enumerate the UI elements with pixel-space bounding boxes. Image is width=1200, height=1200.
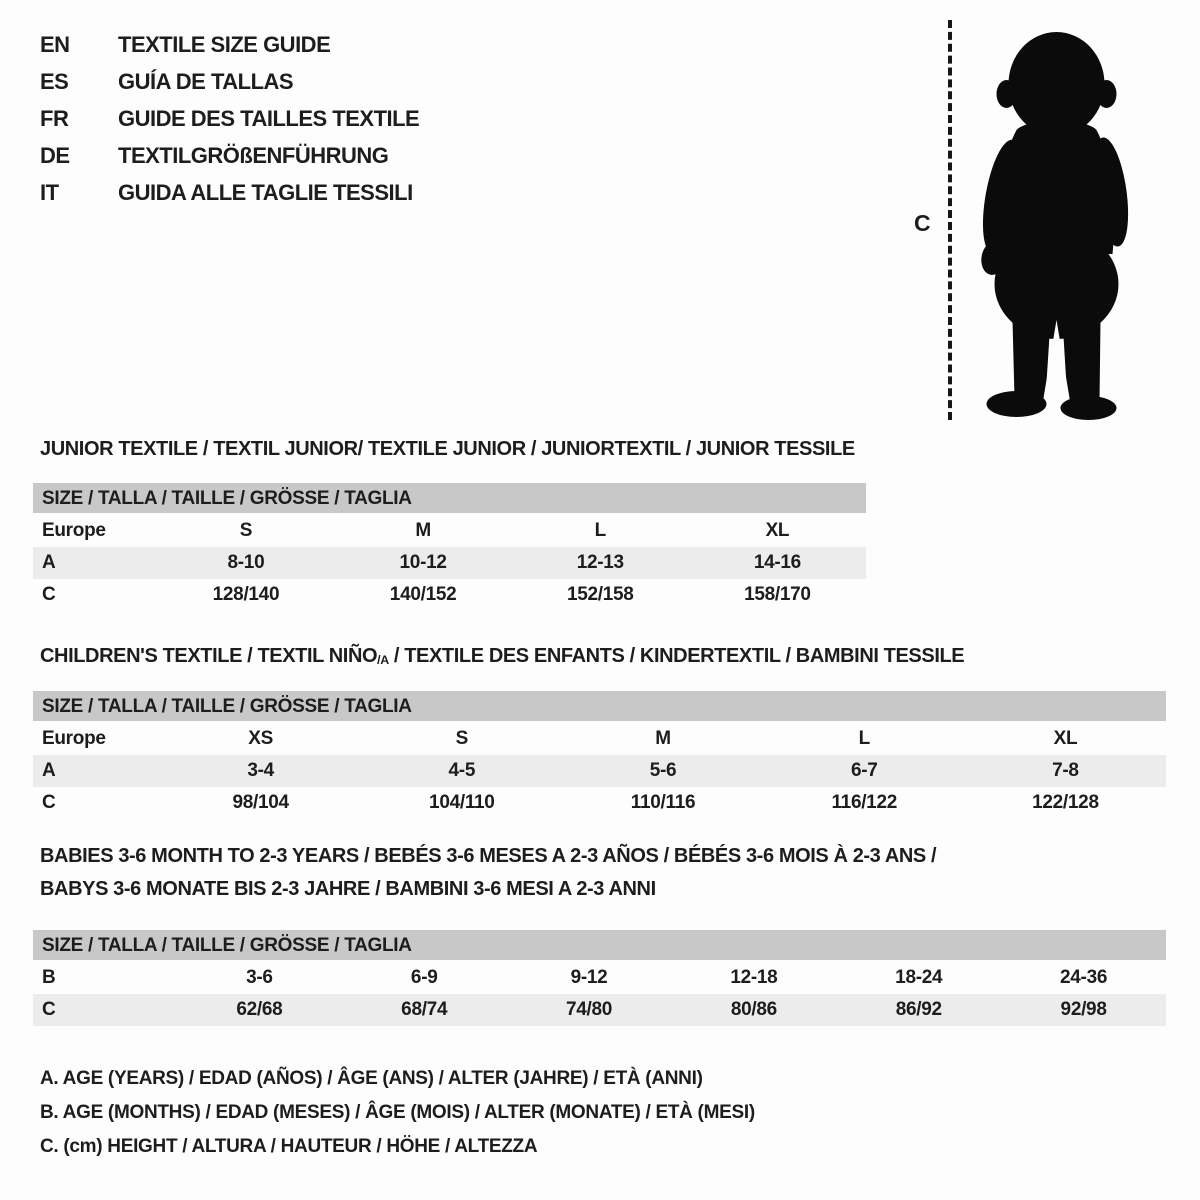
language-row: [40, 137, 419, 174]
language-code: ES: [40, 69, 69, 94]
height-value: 104/110: [429, 792, 495, 813]
size-value: S: [239, 520, 253, 541]
language-row: [40, 63, 419, 100]
children-title-sub: /A: [377, 653, 389, 668]
size-value: XL: [765, 520, 790, 541]
months-value: 6-9: [410, 967, 438, 988]
language-code: IT: [40, 180, 59, 205]
table-row: [33, 787, 1166, 819]
children-size-table: [33, 691, 1166, 819]
height-value: 128/140: [212, 584, 280, 605]
height-value: 140/152: [389, 584, 457, 605]
months-value: 24-36: [1060, 967, 1108, 988]
table-row: [33, 755, 1166, 787]
size-value: L: [594, 520, 606, 541]
row-label: C: [42, 999, 56, 1020]
junior-section-title: JUNIOR TEXTILE / TEXTIL JUNIOR/ TEXTILE JUNIOR / JUNIORTEXTIL / JUNIOR TESSILE: [40, 438, 855, 460]
months-value: 3-6: [246, 967, 273, 988]
height-value: 110/116: [630, 792, 696, 813]
measure-legend: [40, 1062, 755, 1164]
height-value: 116/122: [831, 792, 897, 813]
height-value: 74/80: [566, 999, 613, 1020]
size-header-bar: SIZE / TALLA / TAILLE / GRÖSSE / TAGLIA: [33, 691, 1166, 721]
row-label: Europe: [42, 728, 106, 749]
measurement-figure: [900, 12, 1160, 432]
row-label: Europe: [42, 520, 106, 541]
row-label: C: [42, 584, 56, 605]
size-value: XL: [1053, 728, 1078, 749]
size-value: M: [655, 728, 671, 749]
language-code: FR: [40, 106, 69, 131]
row-label: B: [42, 967, 56, 988]
size-value: M: [415, 520, 431, 541]
age-value: 8-10: [227, 552, 265, 573]
height-value: 122/128: [1032, 792, 1099, 813]
age-value: 4-5: [448, 760, 476, 781]
language-code: EN: [40, 32, 70, 57]
age-value: 3-4: [247, 760, 274, 781]
months-value: 9-12: [570, 967, 608, 988]
babies-section-title-line1: BABIES 3-6 MONTH TO 2-3 YEARS / BEBÉS 3-6 MESES A 2-3 AÑOS / BÉBÉS 3-6 MOIS À 2-3 ANS /: [40, 845, 937, 867]
guide-title: GUÍA DE TALLAS: [118, 69, 294, 94]
language-row: [40, 26, 419, 63]
months-value: 18-24: [895, 967, 943, 988]
height-value: 80/86: [730, 999, 777, 1020]
age-value: 6-7: [850, 760, 878, 781]
guide-title: TEXTILGRÖßENFÜHRUNG: [118, 143, 389, 168]
height-value: 86/92: [895, 999, 942, 1020]
children-title-post: / TEXTILE DES ENFANTS / KINDERTEXTIL / BAMBINI TESSILE: [388, 645, 965, 667]
row-label: A: [42, 552, 56, 573]
babies-section-title-line2: BABYS 3-6 MONATE BIS 2-3 JAHRE / BAMBINI 3-6 MESI A 2-3 ANNI: [40, 878, 656, 900]
legend-line-a: A. AGE (YEARS) / EDAD (AÑOS) / ÂGE (ANS) / ALTER (JAHRE) / ETÀ (ANNI): [40, 1068, 703, 1089]
age-value: 12-13: [576, 552, 624, 573]
height-value: 62/68: [236, 999, 283, 1020]
language-row: [40, 174, 419, 211]
language-code: DE: [40, 143, 70, 168]
junior-size-table: [33, 483, 866, 611]
table-row: [33, 723, 1166, 755]
guide-title: TEXTILE SIZE GUIDE: [118, 32, 331, 57]
height-value: 98/104: [232, 792, 289, 813]
height-measure-label: C: [914, 210, 931, 236]
height-value: 152/158: [566, 584, 634, 605]
table-row: [33, 547, 866, 579]
age-value: 7-8: [1052, 760, 1079, 781]
children-title-pre: CHILDREN'S TEXTILE / TEXTIL NIÑO: [40, 645, 378, 667]
table-row: [33, 515, 866, 547]
size-header-bar: SIZE / TALLA / TAILLE / GRÖSSE / TAGLIA: [33, 930, 1166, 960]
height-value: 158/170: [744, 584, 811, 605]
row-label: A: [42, 760, 56, 781]
height-value: 92/98: [1060, 999, 1107, 1020]
legend-line-c: C. (cm) HEIGHT / ALTURA / HAUTEUR / HÖHE / ALTEZZA: [40, 1136, 538, 1157]
age-value: 14-16: [753, 552, 801, 573]
language-title-list: [40, 26, 419, 211]
babies-size-table: [33, 930, 1166, 1026]
legend-line-b: B. AGE (MONTHS) / EDAD (MESES) / ÂGE (MOIS) / ALTER (MONATE) / ETÀ (MESI): [40, 1102, 755, 1123]
age-value: 10-12: [399, 552, 447, 573]
age-value: 5-6: [649, 760, 677, 781]
table-row: [33, 962, 1166, 994]
height-value: 68/74: [401, 999, 448, 1020]
row-label: C: [42, 792, 56, 813]
baby-silhouette-icon: [962, 22, 1147, 422]
children-section-title: [40, 645, 964, 668]
size-value: L: [858, 728, 870, 749]
size-value: S: [455, 728, 468, 749]
guide-title: GUIDA ALLE TAGLIE TESSILI: [118, 180, 413, 205]
language-row: [40, 100, 419, 137]
size-header-bar: SIZE / TALLA / TAILLE / GRÖSSE / TAGLIA: [33, 483, 866, 513]
months-value: 12-18: [730, 967, 778, 988]
height-dashed-line: [948, 20, 952, 420]
size-value: XS: [248, 728, 273, 749]
guide-title: GUIDE DES TAILLES TEXTILE: [118, 106, 420, 131]
table-row: [33, 579, 866, 611]
table-row: [33, 994, 1166, 1026]
